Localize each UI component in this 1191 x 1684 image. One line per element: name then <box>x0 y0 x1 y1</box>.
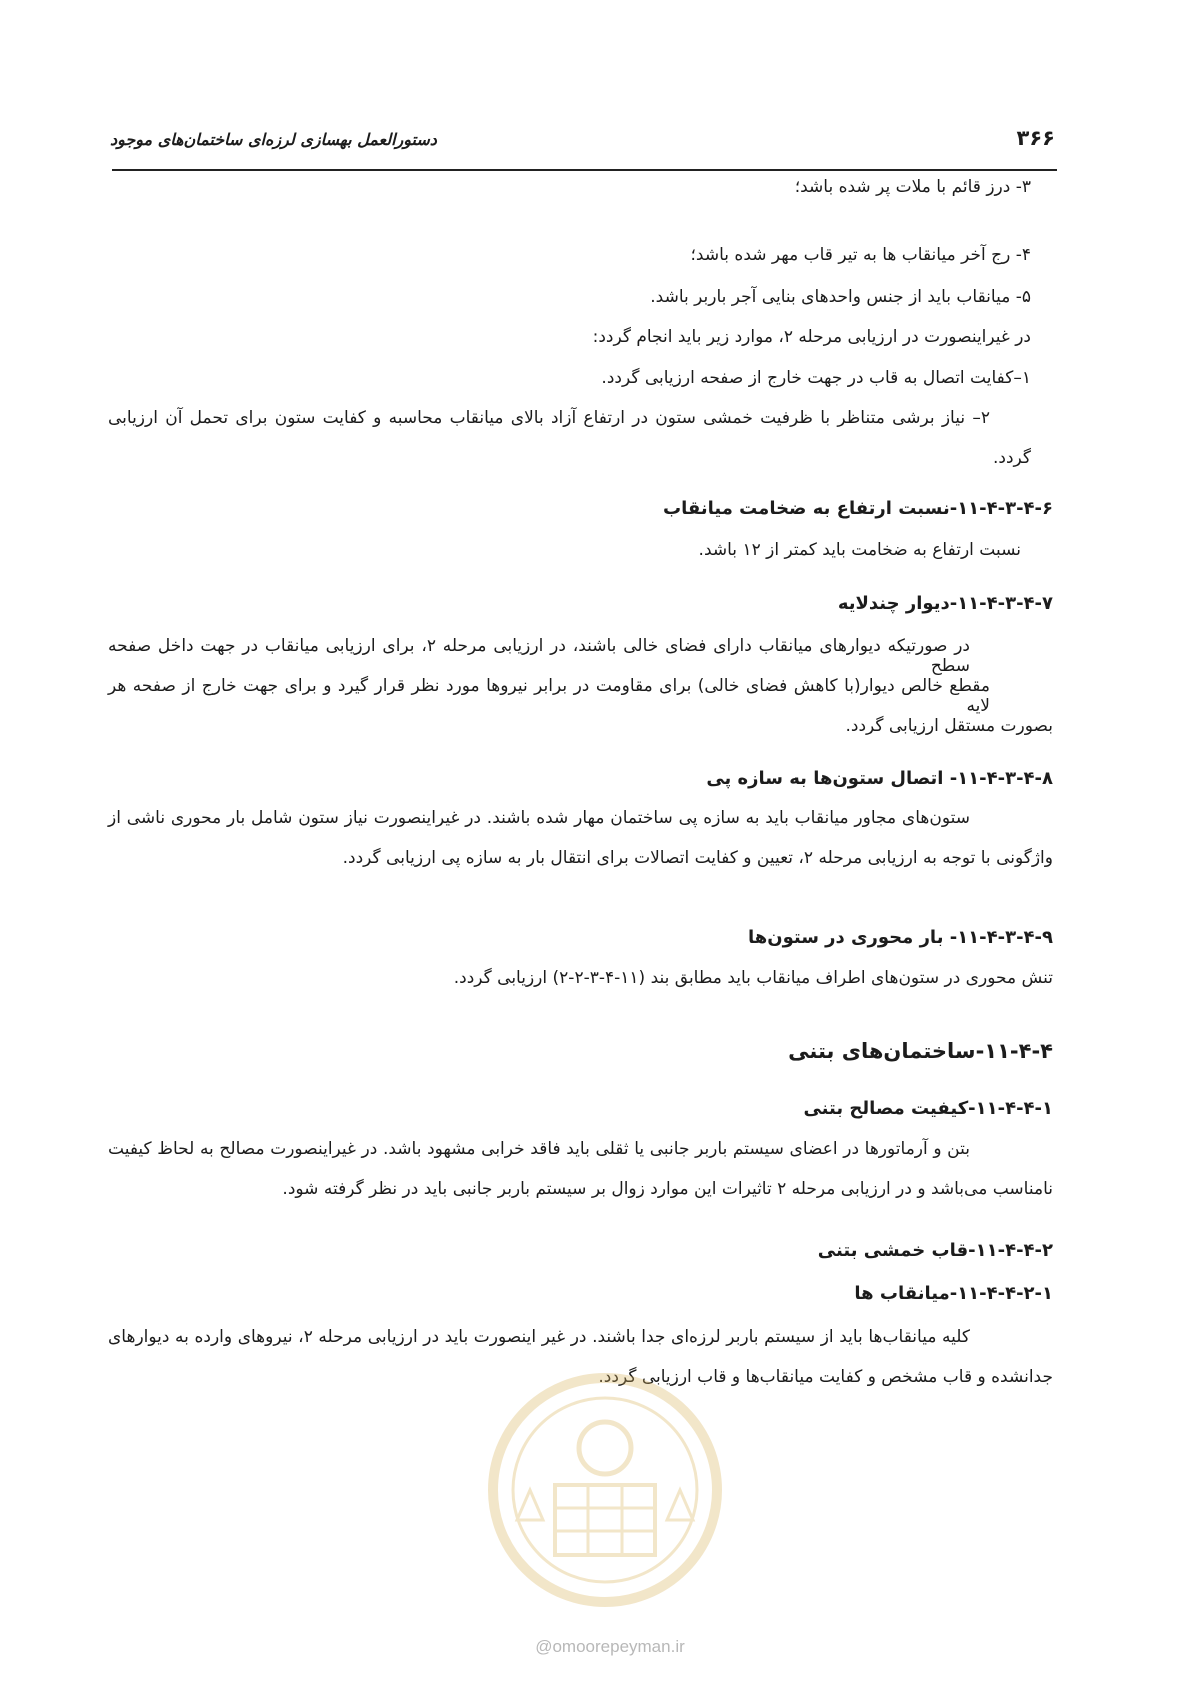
list-item-4: ۴- رج آخر میانقاب ها به تیر قاب مهر شده باشد؛ <box>690 245 1031 265</box>
requirement-1: ۱–کفایت اتصال به قاب در جهت خارج از صفحه ارزیابی گردد. <box>601 368 1031 388</box>
section-7-line2: مقطع خالص دیوار(با کاهش فضای خالی) برای مقاومت در برابر نیروها مورد نظر قرار گیرد و برای جهت خارج از صفحه هر لایه <box>108 676 990 716</box>
section-9-text: تنش محوری در ستون‌های اطراف میانقاب باید مطابق بند (۱۱-۴-۳-۲-۲) ارزیابی گردد. <box>453 968 1053 988</box>
section-heading-7: ۱۱-۴-۳-۴-۷-دیوار چندلایه <box>837 593 1053 614</box>
section-6-text: نسبت ارتفاع به ضخامت باید کمتر از ۱۲ باشد. <box>698 540 1021 560</box>
list-item-5: ۵- میانقاب باید از جنس واحدهای بنایی آجر باربر باشد. <box>650 287 1031 307</box>
section-heading-8: ۱۱-۴-۳-۴-۸- اتصال ستون‌ها به سازه پی <box>706 768 1053 789</box>
section-8-line2: واژگونی با توجه به ارزیابی مرحله ۲، تعیین و کفایت اتصالات برای انتقال بار به سازه پی ارزیابی گردد. <box>342 848 1053 868</box>
requirement-2-line1: ۲– نیاز برشی متناظر با ظرفیت خمشی ستون در ارتفاع آزاد بالای میانقاب محاسبه و کفایت ستون برای تحمل آن ارزیابی <box>108 408 990 428</box>
watermark-site-text: @omoorepeyman.ir <box>535 1637 685 1656</box>
otherwise-paragraph: در غیراینصورت در ارزیابی مرحله ۲، موارد زیر باید انجام گردد: <box>592 327 1031 347</box>
section-7-line1: در صورتیکه دیوارهای میانقاب دارای فضای خالی باشند، در ارزیابی مرحله ۲، برای ارزیابی میانقاب در جهت داخل صفحه سطح <box>108 636 971 676</box>
section-441-line2: نامناسب می‌باشد و در ارزیابی مرحله ۲ تاثیرات این موارد زوال بر سیستم باربر جانبی باید در نظر گرفته شود. <box>282 1179 1053 1199</box>
running-header-text: دستورالعمل بهسازی لرزه‌ای ساختمان‌های موجود <box>110 130 437 149</box>
running-header-title <box>110 130 610 149</box>
requirement-2-line2: گردد. <box>992 448 1031 468</box>
section-heading-4421: ۱۱-۴-۴-۲-۱-میانقاب ها <box>854 1283 1053 1304</box>
list-item-3: ۳- درز قائم با ملات پر شده باشد؛ <box>794 177 1031 197</box>
header-rule <box>112 169 1057 171</box>
section-8-line1: ستون‌های مجاور میانقاب باید به سازه پی ساختمان مهار شده باشند. در غیراینصورت نیاز ستون شامل بار محوری ناشی از <box>108 808 970 828</box>
section-441-line1: بتن و آرماتورها در اعضای سیستم باربر جانبی یا ثقلی باید فاقد خرابی مشهود باشد. در غیراینصورت مصالح به لحاظ کیفیت <box>108 1139 970 1159</box>
section-heading-442: ۱۱-۴-۴-۲-قاب خمشی بتنی <box>817 1240 1053 1261</box>
publisher-seal-watermark <box>485 1370 725 1610</box>
section-heading-441: ۱۱-۴-۴-۱-کیفیت مصالح بتنی <box>803 1098 1053 1119</box>
section-4421-line2: جدانشده و قاب مشخص و کفایت میانقاب‌ها و قاب ارزیابی گردد. <box>598 1367 1053 1387</box>
page-number: ۳۶۶ <box>1016 126 1055 150</box>
section-4421-line1: کلیه میانقاب‌ها باید از سیستم باربر لرزه‌ای جدا باشند. در غیر اینصورت باید در ارزیابی مرحله ۲، نیروهای وارده به دیوارهای <box>108 1327 971 1347</box>
section-heading-9: ۱۱-۴-۳-۴-۹- بار محوری در ستون‌ها <box>747 927 1053 948</box>
section-heading-concrete: ۱۱-۴-۴-ساختمان‌های بتنی <box>788 1039 1053 1063</box>
section-heading-6: ۱۱-۴-۳-۴-۶-نسبت ارتفاع به ضخامت میانقاب <box>663 498 1053 519</box>
section-7-line3: بصورت مستقل ارزیابی گردد. <box>845 716 1053 736</box>
